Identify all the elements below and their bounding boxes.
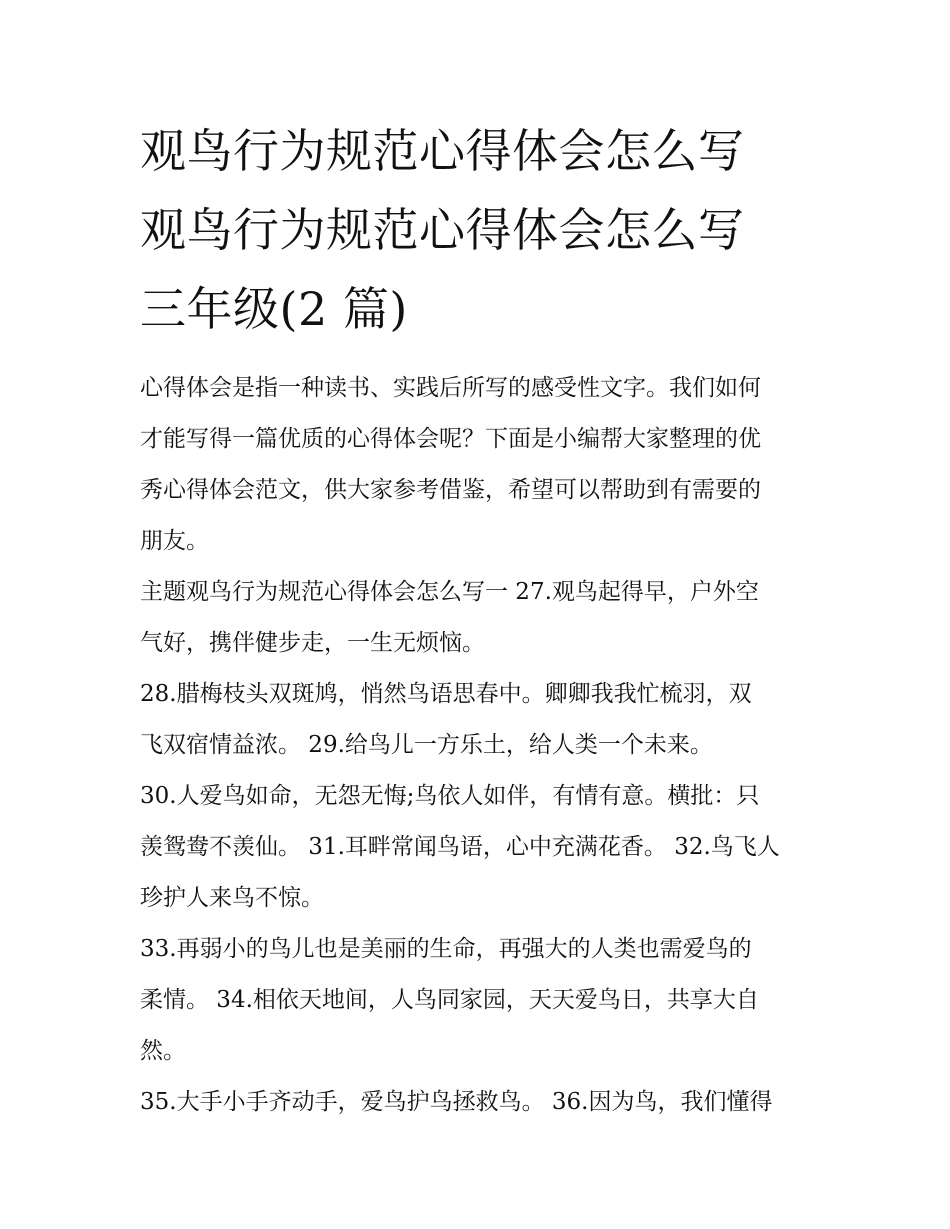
body-paragraph: 主题观鸟行为规范心得体会怎么写一 27.观鸟起得早，户外空 气好，携伴健步走，一生无烦恼。: [140, 579, 759, 656]
document-body: [140, 363, 820, 1128]
title-line: 观鸟行为规范心得体会怎么写: [140, 203, 745, 257]
body-paragraph: 30.人爱鸟如命，无怨无悔;鸟依人如伴，有情有意。横批：只 羡鸳鸯不羡仙。 31.耳畔常闻鸟语，心中充满花香。 32.鸟飞人 珍护人来鸟不惊。: [140, 783, 780, 911]
intro-paragraph: 心得体会是指一种读书、实践后所写的感受性文字。我们如何 才能写得一篇优质的心得体会呢？下面是小编帮大家整理的优 秀心得体会范文，供大家参考借鉴，希望可以帮助到有需要的 朋友。: [140, 375, 761, 554]
body-paragraph: 28.腊梅枝头双斑鸠，悄然鸟语思春中。卿卿我我忙梳羽，双 飞双宿情益浓。 29.给鸟儿一方乐土，给人类一个未来。: [140, 681, 752, 758]
document-page: [140, 112, 820, 1128]
body-paragraph: 33.再弱小的鸟儿也是美丽的生命，再强大的人类也需爱鸟的 柔情。 34.相依天地间，人鸟同家园，天天爱鸟日，共享大自 然。: [140, 936, 759, 1064]
body-paragraph: 35.大手小手齐动手，爱鸟护鸟拯救鸟。 36.因为鸟，我们懂得: [140, 1089, 773, 1115]
title-line: 三年级(2 篇): [140, 282, 408, 336]
title-line: 观鸟行为规范心得体会怎么写: [140, 124, 745, 178]
document-title: [140, 112, 820, 349]
